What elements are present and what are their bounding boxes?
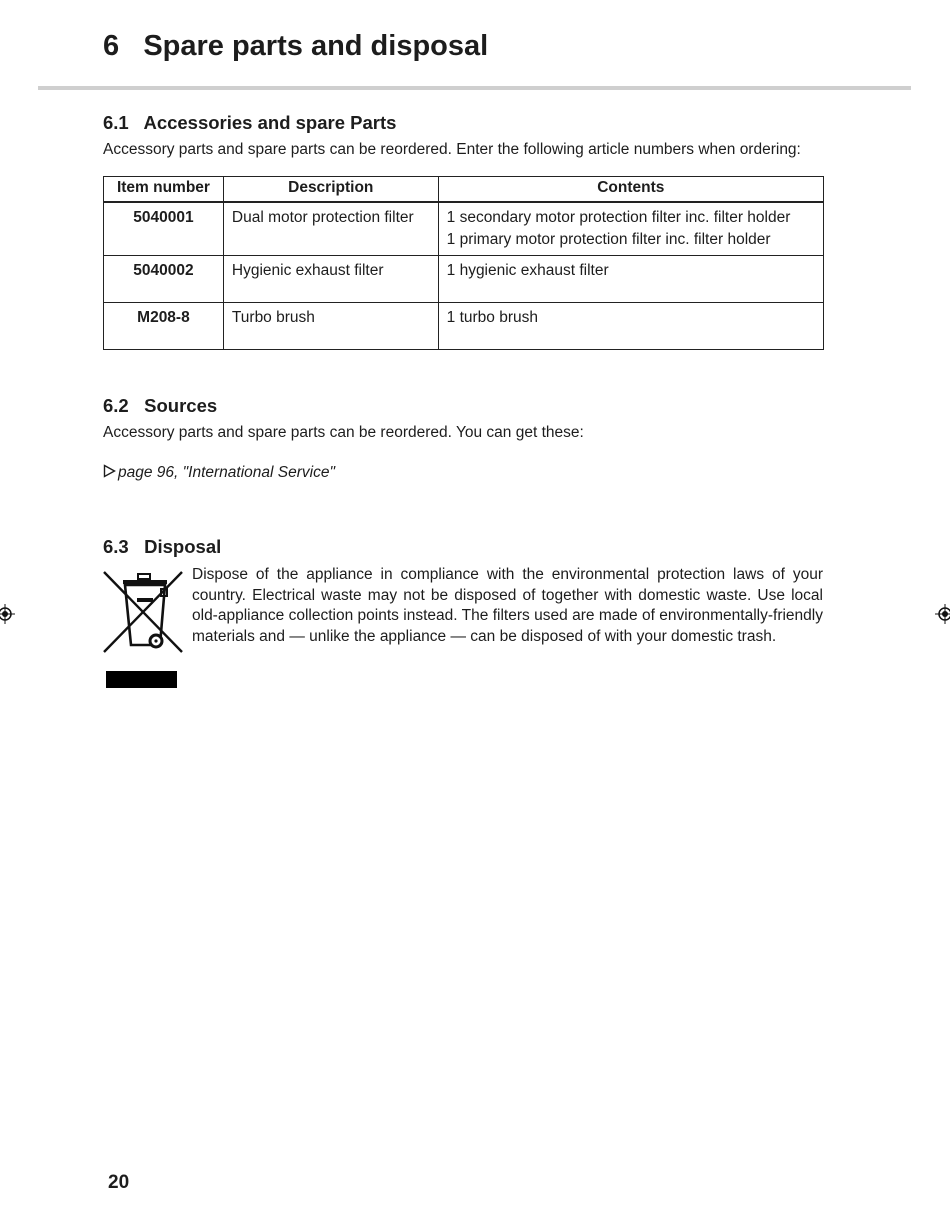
section-title-text: Disposal xyxy=(144,536,222,557)
section-title-text: Accessories and spare Parts xyxy=(143,112,397,133)
contents-line: 1 hygienic exhaust filter xyxy=(446,262,609,279)
contents-line: 1 secondary motor protection filter inc. filter holder xyxy=(446,209,791,226)
triangle-right-outline-icon xyxy=(103,464,116,478)
sources-intro: Accessory parts and spare parts can be reordered. You can get these: xyxy=(103,424,584,441)
chapter-number: 6 xyxy=(103,30,120,62)
section-number: 6.3 xyxy=(103,536,129,557)
crossed-out-wheelie-bin-icon xyxy=(103,571,183,691)
contents-cell xyxy=(438,202,823,256)
section-number: 6.1 xyxy=(103,112,129,133)
table-row xyxy=(104,256,824,303)
chapter-title xyxy=(103,30,488,63)
section-title-text: Sources xyxy=(144,395,218,416)
item-number-cell: M208-8 xyxy=(104,303,224,350)
column-header-contents: Contents xyxy=(438,177,823,203)
section-title-sources xyxy=(103,395,217,417)
item-number-cell: 5040002 xyxy=(104,256,224,303)
table-header-row xyxy=(104,177,824,203)
registration-crosshair-icon xyxy=(935,604,950,624)
cross-reference-text: page 96, "International Service" xyxy=(118,464,335,481)
contents-cell xyxy=(438,256,823,303)
item-number-cell: 5040001 xyxy=(104,202,224,256)
disposal-instructions: Dispose of the appliance in compliance with the environmental protection laws of your country. Electrical waste may not be disposed of together with domestic waste. Use local old-appliance collection points instead. The filters used are made of environmentally-friendly materials and — unlike the appliance — can be disposed of with your domestic trash. xyxy=(192,566,823,646)
table-row xyxy=(104,202,824,256)
table-row xyxy=(104,303,824,350)
contents-cell xyxy=(438,303,823,350)
column-header-item-number: Item number xyxy=(104,177,224,203)
section-title-disposal xyxy=(103,536,221,558)
description-cell: Hygienic exhaust filter xyxy=(223,256,438,303)
contents-line: 1 primary motor protection filter inc. filter holder xyxy=(446,231,771,248)
description-cell: Dual motor protection filter xyxy=(223,202,438,256)
section-number: 6.2 xyxy=(103,395,129,416)
contents-line: 1 turbo brush xyxy=(446,309,538,326)
header-rule xyxy=(38,86,911,90)
column-header-description: Description xyxy=(223,177,438,203)
page-number: 20 xyxy=(108,1172,130,1193)
section-title-accessories xyxy=(103,112,396,134)
chapter-title-text: Spare parts and disposal xyxy=(143,30,489,62)
cross-reference-link[interactable] xyxy=(103,464,335,482)
parts-table xyxy=(103,176,824,350)
registration-crosshair-icon xyxy=(0,604,15,624)
accessories-intro: Accessory parts and spare parts can be reordered. Enter the following article numbers when ordering: xyxy=(103,141,801,158)
description-cell: Turbo brush xyxy=(223,303,438,350)
